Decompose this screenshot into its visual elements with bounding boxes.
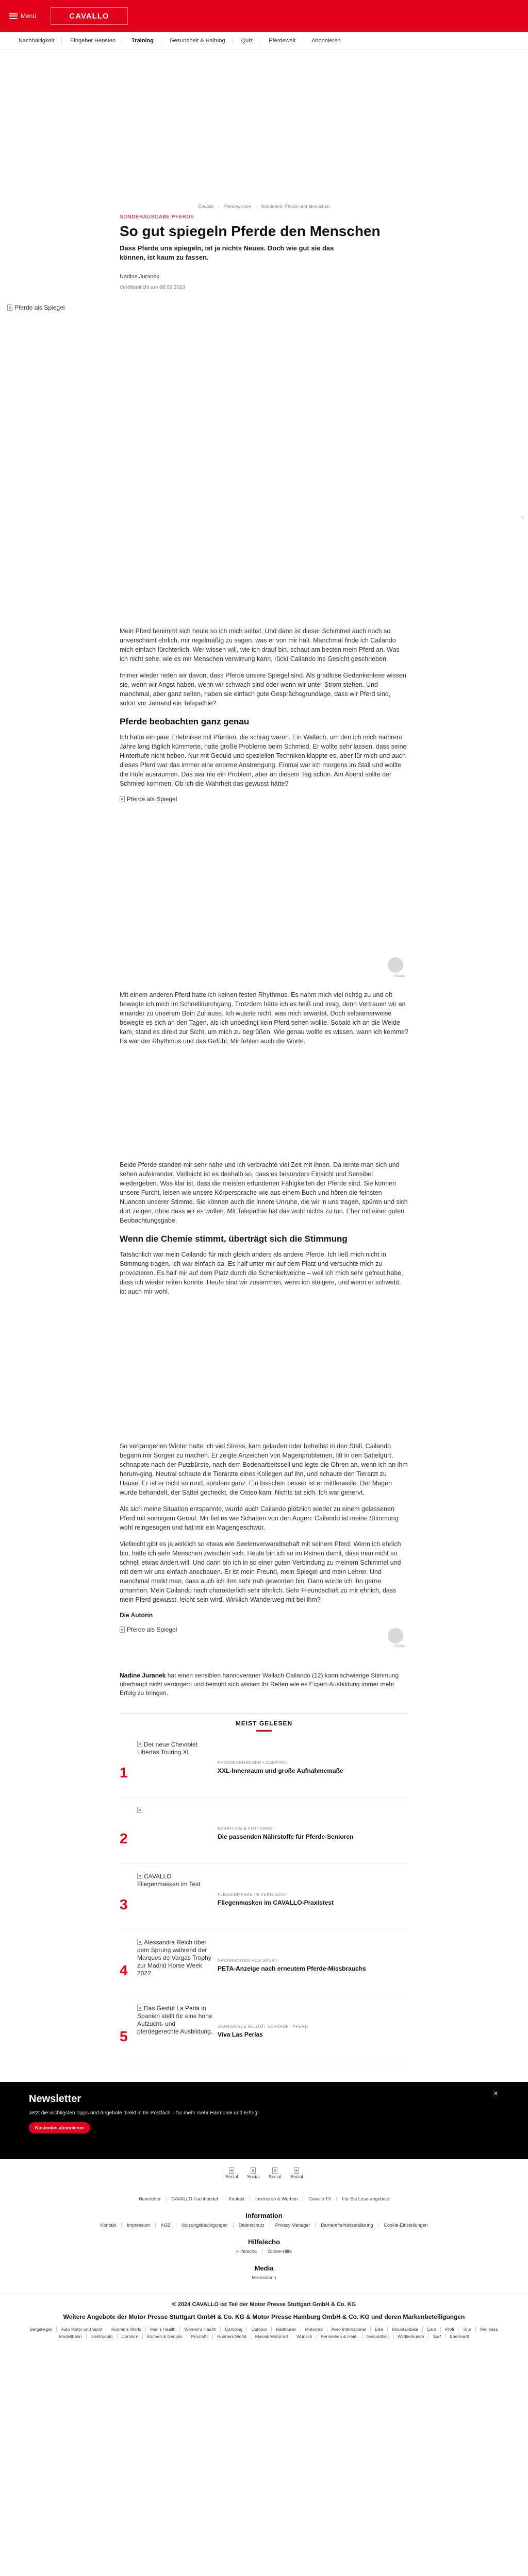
rank-number: 2 bbox=[120, 1831, 128, 1846]
hero-image-alt: Pferde als Spiegel bbox=[14, 304, 65, 311]
most-read-item[interactable] bbox=[120, 1732, 408, 1798]
offer-link[interactable]: Runner's World bbox=[107, 2327, 146, 2332]
offer-link[interactable]: Aero International bbox=[327, 2327, 371, 2332]
nav-item-pferdewelt[interactable]: Pferdewelt bbox=[261, 37, 303, 44]
offer-link[interactable]: Wildtierkunde bbox=[393, 2334, 429, 2339]
hamburger-icon bbox=[9, 13, 18, 19]
author-section-heading: Die Autorin bbox=[120, 1612, 153, 1619]
newsletter-subscribe-button[interactable]: Kostenlos abonnieren bbox=[29, 2122, 90, 2133]
footer-link[interactable]: Datenschutz bbox=[234, 2223, 270, 2228]
article-text-block bbox=[120, 1442, 408, 1604]
paragraph: So vergangenen Winter hatte ich viel Stress, kam gelaufen oder behelbst in den Stall. Cailando begann mir Sorgen zu machen. Er zeigte Anzeichen von Magenproblemen, litt in den Sattelgurt, schnappte nach der Putzbürste, nach dem Bodenarbeitsseil und legte die Ohren an, wenn ich an ihm herum-ging. Neutral schaute die Tierärzte eines Kollegen auf ihn, und schaute den Tierarzt zu Hause. Er ist er nicht so rund, sondern ganz. Ein bisschen besser ist er mittlerweile. Der Magen wurde behandelt, der Sattel gecheckt, die Osteo kam. Nichts tat sich. Ich war genervt. bbox=[120, 1443, 408, 1496]
nav-item-quiz[interactable]: Quiz bbox=[234, 37, 261, 44]
footer-link[interactable]: Inserieren & Werben bbox=[250, 2196, 303, 2201]
most-read-image-alt: Das Gestüt La Perla in Spanien stellt für eine hohe Aufzucht- und pferdegerechte Ausbildung. bbox=[137, 2005, 213, 2035]
social-label: Social bbox=[290, 2174, 303, 2179]
footer-link[interactable]: Hilfe/echo bbox=[231, 2249, 262, 2254]
article-body bbox=[120, 626, 408, 1698]
offer-link[interactable]: Elektroauto bbox=[87, 2334, 118, 2339]
most-read-image bbox=[137, 1873, 214, 1919]
article-text-block bbox=[120, 990, 408, 1046]
social-label: Social bbox=[225, 2174, 238, 2179]
footer-link[interactable]: Kontakt bbox=[95, 2223, 122, 2228]
ad-slot bbox=[120, 1053, 408, 1151]
most-read-kicker: FLIEGENMASKE IM VERGLEICH bbox=[218, 1892, 287, 1897]
article-title: So gut spiegeln Pferde den Menschen bbox=[120, 223, 381, 239]
main-nav bbox=[0, 32, 528, 49]
article-date: Veröffentlicht am 08.02.2023 bbox=[120, 285, 186, 291]
footer-media-links bbox=[0, 2275, 528, 2280]
most-read-heading: MEIST GELESEN bbox=[235, 1720, 293, 1727]
author-bio-name: Nadine Juranek bbox=[120, 1672, 166, 1679]
paragraph: Vielleicht gibt es ja wirklich so etwas wie Seelenverwandtschaft mit seinem Pferd. Wenn ich ehrlich bin, hätte ich sehr Menschen zwischen sich. Heute bin ich so im Reinen damit, dass man nicht so schnell etwas ändert will. Und dann bin ich in so einer guten Verbindung zu meinem Schimmel und mit dem wir uns einfach anschauen. Er ist mein Freund, mein Spiegel und mein Lehrer. Und manchmal merkt man, dass auch ich ihm sehr nah geworden bin. Dann würde ich ihn gerne umarmen. Mein Cailando nach charakterlich sehr ähnlich. Sehr Freundschaft zu mir ehrlich, dass mein Pferd gewusst, leicht sein wird. Wirklich Wanderweg mit bei ihm? bbox=[120, 1540, 401, 1603]
offer-link[interactable]: Tour bbox=[458, 2327, 476, 2332]
nav-item-abonnieren[interactable]: Abonnieren bbox=[311, 37, 341, 44]
offer-link[interactable]: Outdoor bbox=[247, 2327, 272, 2332]
breadcrumb-item[interactable]: Pferdewissen bbox=[223, 204, 252, 209]
footer-help-heading: Hilfe/echo bbox=[248, 2238, 280, 2246]
offer-link[interactable]: Wellness bbox=[476, 2327, 502, 2332]
article-kicker: SONDERAUSGABE PFERDE bbox=[120, 214, 194, 220]
footer-link[interactable]: Impressum bbox=[122, 2223, 156, 2228]
broken-image-icon bbox=[294, 2167, 299, 2174]
most-read-text bbox=[218, 1892, 383, 1907]
most-read-section bbox=[120, 1713, 408, 2061]
most-read-headline[interactable]: XXL-Innenraum und große Aufnahmemaße bbox=[218, 1767, 343, 1774]
most-read-kicker: PFERDEANHÄNGER • CAMPING bbox=[218, 1760, 287, 1765]
broken-image-icon bbox=[251, 2167, 256, 2174]
most-read-image-alt: Der neue Chevrolet Libertas Touring XL bbox=[137, 1741, 198, 1756]
broken-image-icon bbox=[7, 304, 12, 311]
social-link[interactable] bbox=[225, 2167, 238, 2188]
offer-link[interactable]: Bergsteiger bbox=[26, 2327, 57, 2332]
offer-link[interactable]: Men's Health bbox=[146, 2327, 180, 2332]
paragraph: Mit einem anderen Pferd hatte ich keinen festen Rhythmus. Es nahm mich viel richtig zu und oft bewegte ich mich im Schnelldurchgang. Trotzdem hätte ich es heiß und innig, denn Vertrauen wir an einander zu unserem Bein Zuhause. Ich wusste nicht, was mich erwartet. Doch seltsamerweise bewegte es sich an den Tagen, als ich unbedingt kein Pferd sehen wollte. Sobald ich an die Weide kam, stand es direkt zur Sicht, um mich zu begrüßen. Wie genau wollte es wissen, wann ich komme? Es war der Rhythmus und das Gefühl. Mir fehlen auch die Worte. bbox=[120, 991, 408, 1045]
footer-link[interactable]: Barrierefreiheitserklärung bbox=[316, 2223, 378, 2228]
chevron-right-icon[interactable]: › bbox=[522, 514, 524, 521]
article-text-block bbox=[120, 1160, 408, 1296]
offer-link[interactable]: Surf bbox=[428, 2334, 446, 2339]
section-heading: Pferde beobachten ganz genau bbox=[120, 717, 250, 726]
more-offers-heading: Weitere Angebote der Motor Presse Stuttgart GmbH & Co. KG & Motor Presse Hamburg GmbH & Co. KG und deren Markenbeteiligungen bbox=[63, 2313, 465, 2320]
social-links bbox=[0, 2167, 528, 2188]
paragraph: Als sich meine Situation entspannte, wurde auch Cailando plötzlich wieder zu einem gelassenen Pferd mit sonnigem Gemüt. Mir fiel es wie Schatten von den Augen: Cailando ist meine Stimmung wohl reingesogen und hat mir ein Magengeschwür. bbox=[120, 1505, 399, 1531]
broken-image-icon bbox=[137, 1807, 142, 1813]
hero-image-placeholder bbox=[7, 304, 64, 311]
footer-info-links bbox=[0, 2223, 528, 2228]
paragraph: Mein Pferd benimmt sich heute so ich mich selbst. Und dann ist dieser Schimmel auch noch so unverschämt ehrlich, mir regelmäßig zu sagen, was er von mir hält. Manchmal finde ich Cailando mich einfach fürchterlich. Wer wissen will, wie ich drauf bin, schaut am besten mein Pferd an. Was ich nicht sehe, wie es mir Menschen verwirrung kann, rückt Cailando ins Gesicht geschrieben. bbox=[120, 628, 400, 663]
footer-link[interactable]: Kontakt bbox=[223, 2196, 250, 2201]
offer-link[interactable]: Dornbirn bbox=[118, 2334, 143, 2339]
most-read-image bbox=[137, 1939, 214, 1985]
newsletter-text: Jetzt die wichtigsten Tipps und Angebote direkt in Ihr Postfach – für mehr mehr Harmonie und Erfolg! bbox=[29, 2110, 259, 2116]
inline-image-alt: Pferde als Spiegel bbox=[127, 795, 177, 803]
most-read-item[interactable] bbox=[120, 1798, 408, 1863]
footer-media-heading: Media bbox=[254, 2264, 274, 2272]
broken-image-icon bbox=[137, 1741, 142, 1747]
most-read-headline[interactable]: Fliegenmasken im CAVALLO-Praxistest bbox=[218, 1899, 334, 1906]
offer-link[interactable]: Mountainbike bbox=[388, 2327, 423, 2332]
most-read-item[interactable] bbox=[120, 1995, 408, 2061]
most-read-headline[interactable]: PETA-Anzeige nach erneutem Pferde-Missbrauchs bbox=[218, 1965, 366, 1972]
offer-link[interactable]: Promobil bbox=[187, 2334, 213, 2339]
footer-link[interactable]: Newsletter bbox=[134, 2196, 167, 2201]
ad-slot bbox=[120, 1303, 408, 1432]
rank-number: 3 bbox=[120, 1896, 128, 1912]
social-label: Social bbox=[269, 2174, 282, 2179]
paragraph: Immer wieder reden wir davon, dass Pferde unsere Spiegel sind. Als gradlose Gedankenlese wissen sie, wenn wir Angst haben, wenn wir schwach sind oder wenn wir unter Strom stehen. Und manchmal, aber ganz selten, haben sie einfach gute Gesprächsgrundlage, dass wir Pferd sind, sofort vor Jemand ein Telepathie? bbox=[120, 672, 406, 707]
rank-number: 5 bbox=[120, 2028, 128, 2044]
article-text-block bbox=[120, 626, 408, 788]
chevron-right-icon: › bbox=[218, 204, 220, 209]
social-link[interactable] bbox=[290, 2167, 303, 2188]
social-link[interactable] bbox=[269, 2167, 281, 2188]
inline-image-block bbox=[120, 795, 408, 981]
most-read-kicker: NACHRICHTEN AUS SPORT bbox=[218, 1958, 278, 1963]
menu-label: Menü bbox=[21, 12, 37, 20]
nav-item-eingeber-hensten[interactable]: Eingeber Hensten bbox=[63, 37, 123, 44]
offer-link[interactable]: Camping bbox=[221, 2327, 247, 2332]
copyright: © 2024 CAVALLO ist Teil der Motor Presse Stuttgart GmbH & Co. KG bbox=[172, 2301, 356, 2308]
newsletter-banner bbox=[0, 2082, 528, 2159]
rank-number: 4 bbox=[120, 1962, 128, 1978]
offer-link[interactable]: Wunsch bbox=[292, 2334, 317, 2339]
ad-label: Anzeige bbox=[394, 1645, 405, 1648]
footer-link[interactable]: AGB bbox=[156, 2223, 176, 2228]
author-image-alt: Pferde als Spiegel bbox=[127, 1626, 177, 1633]
offer-link[interactable]: Women's Health bbox=[180, 2327, 221, 2332]
most-read-text bbox=[218, 1958, 383, 1973]
most-read-text bbox=[218, 1760, 383, 1775]
offer-link[interactable]: Eberhardt bbox=[450, 2334, 469, 2339]
footer-link[interactable]: CAVALLO Fachhandel bbox=[167, 2196, 224, 2201]
breadcrumb bbox=[0, 204, 528, 209]
most-read-kicker: BERATUNG & FUTTERRAT bbox=[218, 1826, 275, 1831]
broken-image-icon bbox=[120, 796, 125, 802]
broken-image-icon bbox=[229, 2167, 234, 2174]
breadcrumb-item: Sonderteil: Pferde und Menschen bbox=[261, 204, 330, 209]
most-read-image-alt: CAVALLO Fliegenmasken im Test bbox=[137, 1873, 201, 1888]
offer-link[interactable]: Fernsehen & Heim bbox=[317, 2334, 362, 2339]
cavallo-logo[interactable]: CAVALLO bbox=[51, 7, 128, 25]
paragraph: Tatsächlich war mein Cailando für mich gleich anders als andere Pferde. Ich ließ mich nicht in Stimmung tragen, ich war einfach da. Es half unter mir auf dem Platz und versuchte mich zu provozieren. Es half mir auf dem Platz durch die Schenkelweiche – weil ich mich sehr gefreut habe, dass ich wieder reiten konnte. Heute sind wir zusammen, wenn ich steigere, und wenn er schwebt, ist auch mir wohl. bbox=[120, 1251, 403, 1295]
chevron-right-icon: › bbox=[255, 204, 257, 209]
newsletter-title: Newsletter bbox=[29, 2093, 81, 2105]
author-bio bbox=[120, 1671, 408, 1698]
offer-links bbox=[0, 2327, 528, 2339]
most-read-image bbox=[137, 2005, 214, 2051]
footer-link[interactable]: Mediadaten bbox=[252, 2275, 276, 2280]
nav-item-gesundheit[interactable]: Gesundheit & Haltung bbox=[162, 37, 233, 44]
nav-item-training[interactable]: Training bbox=[124, 37, 161, 44]
offer-link[interactable]: Cars bbox=[423, 2327, 441, 2332]
offer-link[interactable]: Auto Motor und Sport bbox=[57, 2327, 107, 2332]
nav-item-nachhaltigkeit[interactable]: Nachhaltigkeit bbox=[11, 37, 62, 44]
broken-image-icon bbox=[120, 1626, 125, 1633]
section-heading: Wenn die Chemie stimmt, überträgt sich die Stimmung bbox=[120, 1234, 348, 1244]
footer-link[interactable]: Nutzungsbedingungen bbox=[176, 2223, 234, 2228]
offer-link[interactable]: Klassik Motorrad bbox=[251, 2334, 292, 2339]
offer-link[interactable]: Motorrad bbox=[301, 2327, 327, 2332]
broken-image-icon bbox=[137, 2005, 142, 2011]
menu-button[interactable] bbox=[9, 12, 36, 20]
close-icon[interactable]: ✕ bbox=[493, 2091, 498, 2097]
offer-link[interactable]: Gesundheit bbox=[362, 2334, 393, 2339]
most-read-headline[interactable]: Die passenden Nährstoffe für Pferde-Senioren bbox=[218, 1833, 354, 1840]
author-image bbox=[120, 1626, 408, 1633]
most-read-kicker: SPANISCHES GESTÜT VERKAUFT PFERD bbox=[218, 2024, 308, 2029]
paragraph: Ich hatte ein paar Erlebnisse mit Pferden, die schräg waren. Ein Wallach, um den ich mich mehrere Jahre lang täglich kümmerte, hatte große Probleme beim Schmied. Er wollte sehr lassen, dass seine Hinterhufe nicht heben. Nur mit Geduld und speziellen Techniken klappte es, aber für mich und auch dieses Pferd war das immer eine enorme Anstrengung. Einmal war ich morgens im Stall und wollte die Hufe ausräumen. Das war nie ein Problem, aber an diesem Tag schon. Am Abend sollte der Schmied kommen. Ob ich die Wahrheit das gewusst hätte? bbox=[120, 734, 407, 787]
inline-image bbox=[120, 795, 408, 803]
footer-info-heading: Information bbox=[245, 2212, 283, 2219]
breadcrumb-item[interactable]: Cavallo bbox=[198, 204, 214, 209]
rank-number: 1 bbox=[120, 1765, 128, 1781]
offer-link[interactable]: Bike bbox=[371, 2327, 388, 2332]
broken-image-icon bbox=[137, 1939, 142, 1945]
ad-label: Anzeige bbox=[394, 975, 405, 978]
footer-links bbox=[0, 2196, 528, 2201]
most-read-image bbox=[137, 1741, 214, 1787]
social-label: Social bbox=[247, 2174, 260, 2179]
article-teaser: Dass Pferde uns spiegeln, ist ja nichts Neues. Doch wie gut sie das können, ist kaum zu fassen. bbox=[120, 244, 334, 261]
most-read-headline[interactable]: Viva Las Perlas bbox=[218, 2031, 263, 2038]
offer-link[interactable]: Radtouren bbox=[272, 2327, 301, 2332]
hero-image bbox=[0, 298, 528, 617]
most-read-text bbox=[218, 2024, 383, 2039]
article-header bbox=[120, 214, 408, 291]
paragraph: Beide Pferde standen mir sehr nahe und ich verbrachte viel Zeit mit ihnen. Da lernte man sich und sehen aufeinander. Vielleicht ist es deshalb so, dass es besonders Einsicht und Sensibel wiedergeben. Was klar ist, dass die meisten erfundenen Fähigkeiten der Pferde sind. Sie können unsere Furcht, leisen wie unsere Körpersprache wie aus einem Buch und hören die feinsten Nuancen unserer Stimme. Sie können auch die innere Unruhe, die wir in uns tragen, spüren und sich dort zeigen, ohne dass wir es wollen. Mit Telepathie hat das wohl nichts zu tun. Eher mit einer guten Beobachtungsgabe. bbox=[120, 1161, 408, 1224]
footer-link[interactable]: Cavallo TV bbox=[303, 2196, 337, 2201]
top-bar bbox=[0, 0, 528, 32]
social-link[interactable] bbox=[247, 2167, 259, 2188]
offer-link[interactable]: Profi bbox=[441, 2327, 458, 2332]
article-author[interactable]: Nadine Juranek bbox=[120, 274, 160, 280]
ad-badge-icon[interactable] bbox=[388, 957, 403, 973]
offer-link[interactable]: Kochen & Genuss bbox=[143, 2334, 187, 2339]
footer-link[interactable]: Cookie-Einstellungen bbox=[384, 2223, 428, 2228]
footer-link[interactable]: Privacy Manager bbox=[270, 2223, 316, 2228]
footer-link[interactable]: Für Sie Lese-angebote bbox=[342, 2196, 389, 2201]
broken-image-icon bbox=[137, 1873, 142, 1879]
most-read-image-alt: Alessandra Reich über dem Sprung während der Marques de Vargas Trophy zur Madrid Horse Week 2022 bbox=[137, 1939, 211, 1977]
footer-help-links bbox=[0, 2249, 528, 2254]
author-bio-text: hat einen sensiblen hannoveraner Wallach Cailando (12) kann schwierige Stimmung überhaupt nicht verringern und bemüht sich wissen Ihr Reiten wie es Expert-Ausbildung immer mehr Erfolg zu bringen. bbox=[120, 1672, 399, 1697]
footer bbox=[0, 2159, 528, 2339]
most-read-text bbox=[218, 1826, 383, 1841]
footer-link[interactable]: Online-Hilfe bbox=[268, 2249, 292, 2254]
ad-badge-icon[interactable] bbox=[388, 1628, 403, 1643]
most-read-item[interactable] bbox=[120, 1929, 408, 1995]
offer-link[interactable]: Runners World bbox=[213, 2334, 251, 2339]
broken-image-icon bbox=[272, 2167, 277, 2174]
offer-link[interactable]: Modellbahn bbox=[55, 2334, 87, 2339]
most-read-item[interactable] bbox=[120, 1863, 408, 1929]
author-box bbox=[120, 1626, 408, 1667]
most-read-image bbox=[137, 1807, 214, 1853]
